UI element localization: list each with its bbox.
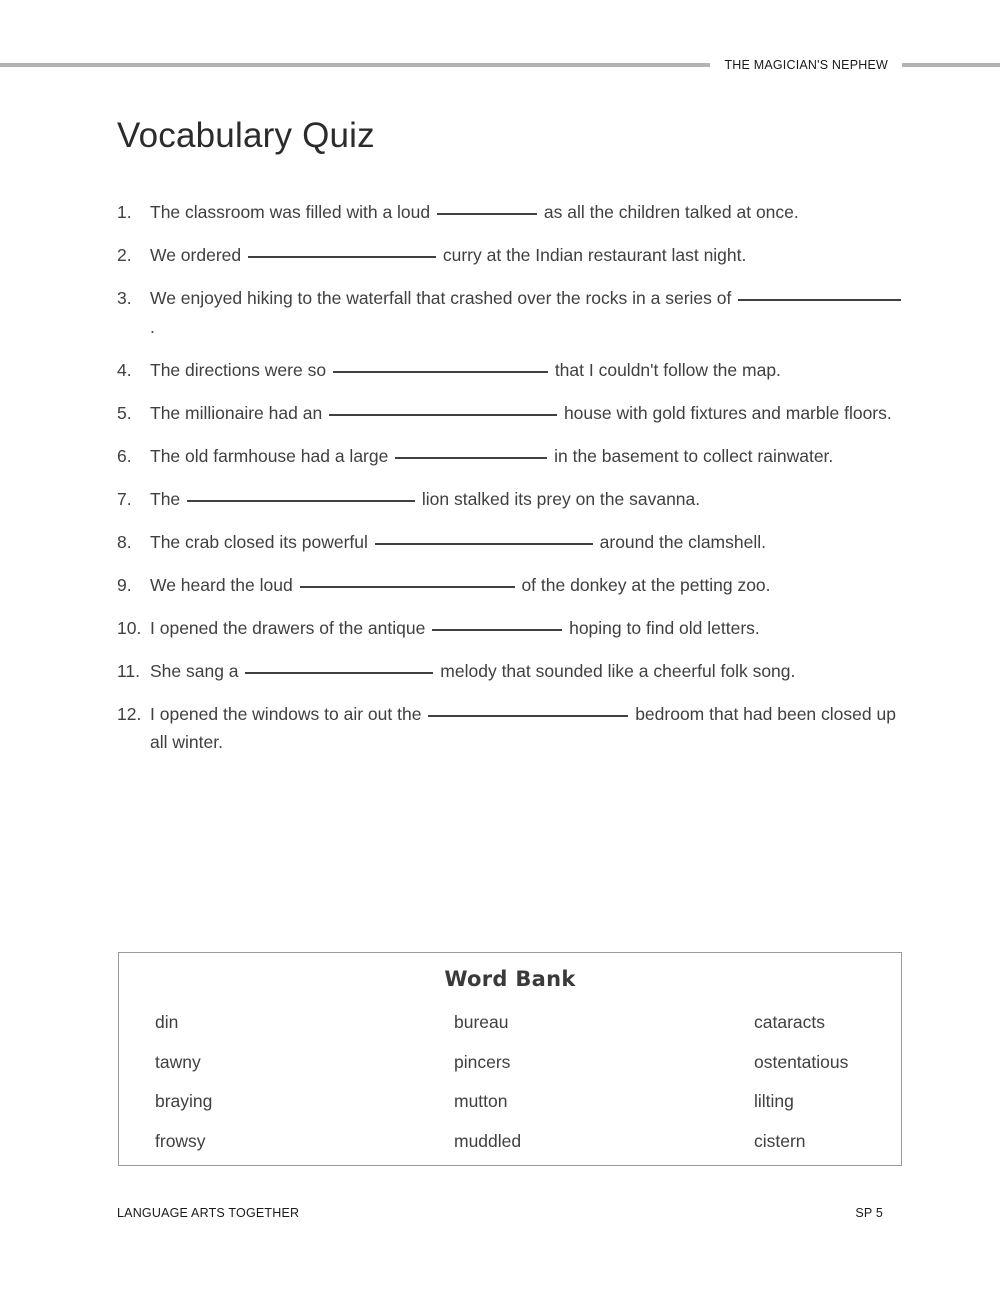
header-rule-right (902, 63, 1000, 67)
answer-blank[interactable] (428, 715, 628, 717)
quiz-item-number: 4. (117, 359, 132, 380)
footer-series-label: LANGUAGE ARTS TOGETHER (117, 1206, 300, 1220)
quiz-item-text-before: The directions were so (150, 359, 327, 380)
answer-blank[interactable] (333, 371, 548, 373)
quiz-item-text-before: The millionaire had an (150, 402, 323, 423)
answer-blank[interactable] (245, 672, 433, 674)
quiz-item (117, 399, 907, 428)
answer-blank[interactable] (738, 299, 901, 301)
quiz-item-text (150, 399, 907, 428)
quiz-item (117, 700, 907, 757)
quiz-item (117, 485, 907, 514)
quiz-item-text-before: The old farmhouse had a large (150, 445, 389, 466)
quiz-item-text-after: curry at the Indian restaurant last night. (442, 245, 747, 266)
quiz-item-text (150, 356, 907, 385)
quiz-item-text-after: as all the children talked at once. (543, 202, 799, 222)
footer-page-number: SP 5 (855, 1206, 883, 1220)
quiz-item-text (150, 485, 907, 514)
quiz-item-number: 12. (117, 703, 142, 724)
answer-blank[interactable] (375, 543, 593, 545)
word-bank-word[interactable]: cistern (754, 1130, 806, 1151)
word-bank-word[interactable]: cataracts (754, 1012, 825, 1032)
word-bank-word[interactable]: ostentatious (754, 1051, 849, 1072)
word-bank-word[interactable]: muddled (454, 1130, 522, 1151)
answer-blank[interactable] (187, 500, 415, 502)
quiz-item-number: 3. (117, 288, 132, 309)
word-bank-grid (119, 1003, 901, 1161)
quiz-item (117, 528, 907, 557)
quiz-item-text (150, 442, 907, 471)
quiz-item-text-before: We ordered (150, 245, 242, 266)
quiz-item (117, 571, 907, 600)
quiz-item-text-after: bedroom that had been closed up all winter. (150, 703, 896, 753)
answer-blank[interactable] (248, 256, 436, 258)
quiz-item (117, 657, 907, 686)
quiz-item-text-before: The crab closed its powerful (150, 531, 368, 552)
quiz-item-text-after: hoping to find old letters. (569, 617, 760, 638)
quiz-item-number: 7. (117, 488, 132, 509)
word-bank-word[interactable]: din (155, 1012, 179, 1032)
quiz-item-number: 1. (117, 202, 132, 222)
quiz-item (117, 284, 907, 341)
answer-blank[interactable] (432, 629, 562, 631)
page-header (0, 54, 1000, 76)
quiz-item-text-after: . (150, 316, 155, 337)
quiz-item (117, 356, 907, 385)
word-bank-title: Word Bank (444, 967, 576, 991)
quiz-item-text (150, 241, 907, 270)
word-bank-word[interactable]: frowsy (155, 1130, 206, 1151)
page-footer (117, 1206, 883, 1220)
quiz-item-text (150, 571, 907, 600)
word-bank-box (118, 952, 902, 1166)
word-bank-word[interactable]: braying (155, 1091, 213, 1111)
quiz-item-text-after: melody that sounded like a cheerful folk song. (440, 660, 796, 681)
quiz-item-text-after: around the clamshell. (599, 531, 766, 552)
quiz-item-number: 2. (117, 245, 132, 266)
page-title: Vocabulary Quiz (117, 116, 375, 155)
answer-blank[interactable] (395, 457, 547, 459)
quiz-item-text (150, 700, 907, 757)
quiz-item (117, 442, 907, 471)
quiz-item-number: 11. (117, 660, 141, 681)
quiz-item-text-before: We heard the loud (150, 574, 293, 595)
quiz-item-text-before: The classroom was filled with a loud (150, 202, 431, 222)
quiz-item (117, 241, 907, 270)
quiz-item-text-before: We enjoyed hiking to the waterfall that crashed over the rocks in a series of (150, 288, 732, 309)
answer-blank[interactable] (437, 213, 537, 215)
quiz-item-number: 10. (117, 617, 142, 638)
quiz-item-number: 8. (117, 531, 132, 552)
quiz-item-text-before: The (150, 488, 181, 509)
header-book-title: THE MAGICIAN'S NEPHEW (724, 58, 888, 72)
quiz-item-number: 9. (117, 574, 132, 595)
word-bank-word[interactable]: pincers (454, 1051, 511, 1072)
word-bank-word[interactable]: mutton (454, 1091, 508, 1111)
word-bank-word[interactable]: tawny (155, 1051, 201, 1072)
quiz-item-number: 6. (117, 445, 132, 466)
quiz-item (117, 614, 907, 643)
quiz-item-number: 5. (117, 402, 132, 423)
quiz-item-text-before: She sang a (150, 660, 239, 681)
quiz-question-list (117, 198, 907, 771)
quiz-item-text-after: in the basement to collect rainwater. (554, 445, 834, 466)
header-rule-left (0, 63, 710, 67)
quiz-item-text-after: that I couldn't follow the map. (554, 359, 781, 380)
answer-blank[interactable] (300, 586, 515, 588)
quiz-item-text (150, 198, 907, 227)
quiz-item-text-after: of the donkey at the petting zoo. (521, 574, 771, 595)
quiz-item-text (150, 657, 907, 686)
quiz-item-text (150, 284, 907, 341)
answer-blank[interactable] (329, 414, 557, 416)
quiz-item (117, 198, 907, 227)
quiz-item-text (150, 528, 907, 557)
quiz-item-text-before: I opened the windows to air out the (150, 703, 422, 724)
quiz-item-text-after: lion stalked its prey on the savanna. (421, 488, 701, 509)
quiz-item-text (150, 614, 907, 643)
quiz-item-text-after: house with gold fixtures and marble floors. (563, 402, 892, 423)
quiz-item-text-before: I opened the drawers of the antique (150, 617, 426, 638)
word-bank-word[interactable]: bureau (454, 1012, 509, 1032)
word-bank-word[interactable]: lilting (754, 1091, 794, 1111)
